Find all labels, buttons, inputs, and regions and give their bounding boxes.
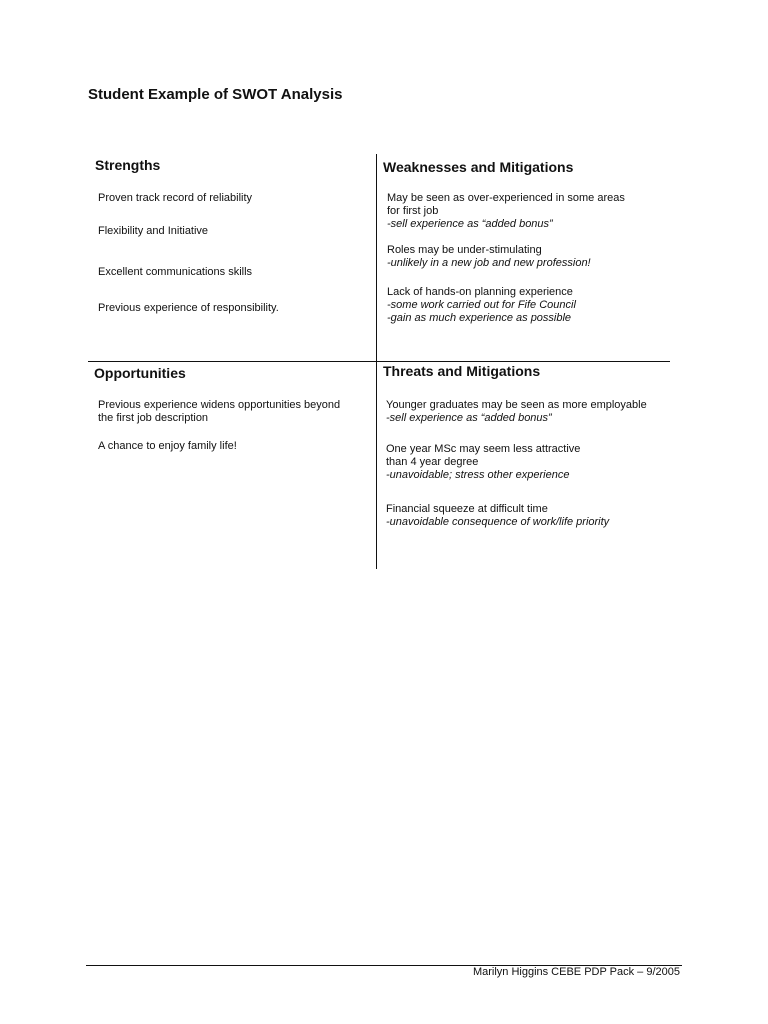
- threat-item: [386, 503, 609, 529]
- threat-text: than 4 year degree: [386, 456, 479, 468]
- strengths-heading: Strengths: [95, 157, 161, 173]
- opportunity-item: [98, 440, 237, 453]
- weakness-item: [387, 286, 576, 325]
- opportunity-item: [98, 399, 340, 425]
- threat-mitigation: -sell experience as “added bonus”: [386, 412, 552, 424]
- strength-item: Excellent communications skills: [98, 266, 253, 278]
- weakness-item: [387, 192, 625, 231]
- strength-item: Flexibility and Initiative: [98, 225, 209, 237]
- threat-text: One year MSc may seem less attractive: [386, 443, 581, 455]
- threat-mitigation: -unavoidable; stress other experience: [386, 469, 570, 481]
- threat-item: [386, 443, 580, 482]
- opportunity-text: Previous experience widens opportunities beyond: [98, 399, 341, 411]
- strength-item: Previous experience of responsibility.: [98, 302, 279, 314]
- threat-text: Financial squeeze at difficult time: [386, 503, 548, 515]
- threat-mitigation: -unavoidable consequence of work/life priority: [386, 516, 610, 528]
- weakness-text: for first job: [387, 205, 439, 217]
- opportunity-text: A chance to enjoy family life!: [98, 440, 237, 452]
- weakness-mitigation: -gain as much experience as possible: [387, 312, 572, 324]
- weakness-mitigation: -some work carried out for Fife Council: [387, 299, 576, 311]
- weakness-mitigation: -unlikely in a new job and new profession!: [387, 257, 591, 269]
- weakness-item: [387, 244, 591, 270]
- threats-heading: Threats and Mitigations: [383, 363, 541, 379]
- weaknesses-heading: Weaknesses and Mitigations: [383, 159, 574, 175]
- strength-item: Proven track record of reliability: [98, 192, 253, 204]
- threat-text: Younger graduates may be seen as more employable: [386, 399, 647, 411]
- weakness-text: May be seen as over-experienced in some areas: [387, 192, 625, 204]
- page-title: Student Example of SWOT Analysis: [88, 86, 343, 103]
- opportunity-text: the first job description: [98, 412, 209, 424]
- horizontal-divider: [88, 361, 670, 362]
- threat-item: [386, 399, 647, 425]
- weakness-text: Lack of hands-on planning experience: [387, 286, 573, 298]
- footer-text: Marilyn Higgins CEBE PDP Pack – 9/2005: [472, 966, 680, 978]
- weakness-mitigation: -sell experience as “added bonus”: [387, 218, 553, 230]
- opportunities-heading: Opportunities: [94, 365, 186, 381]
- weakness-text: Roles may be under-stimulating: [387, 244, 542, 256]
